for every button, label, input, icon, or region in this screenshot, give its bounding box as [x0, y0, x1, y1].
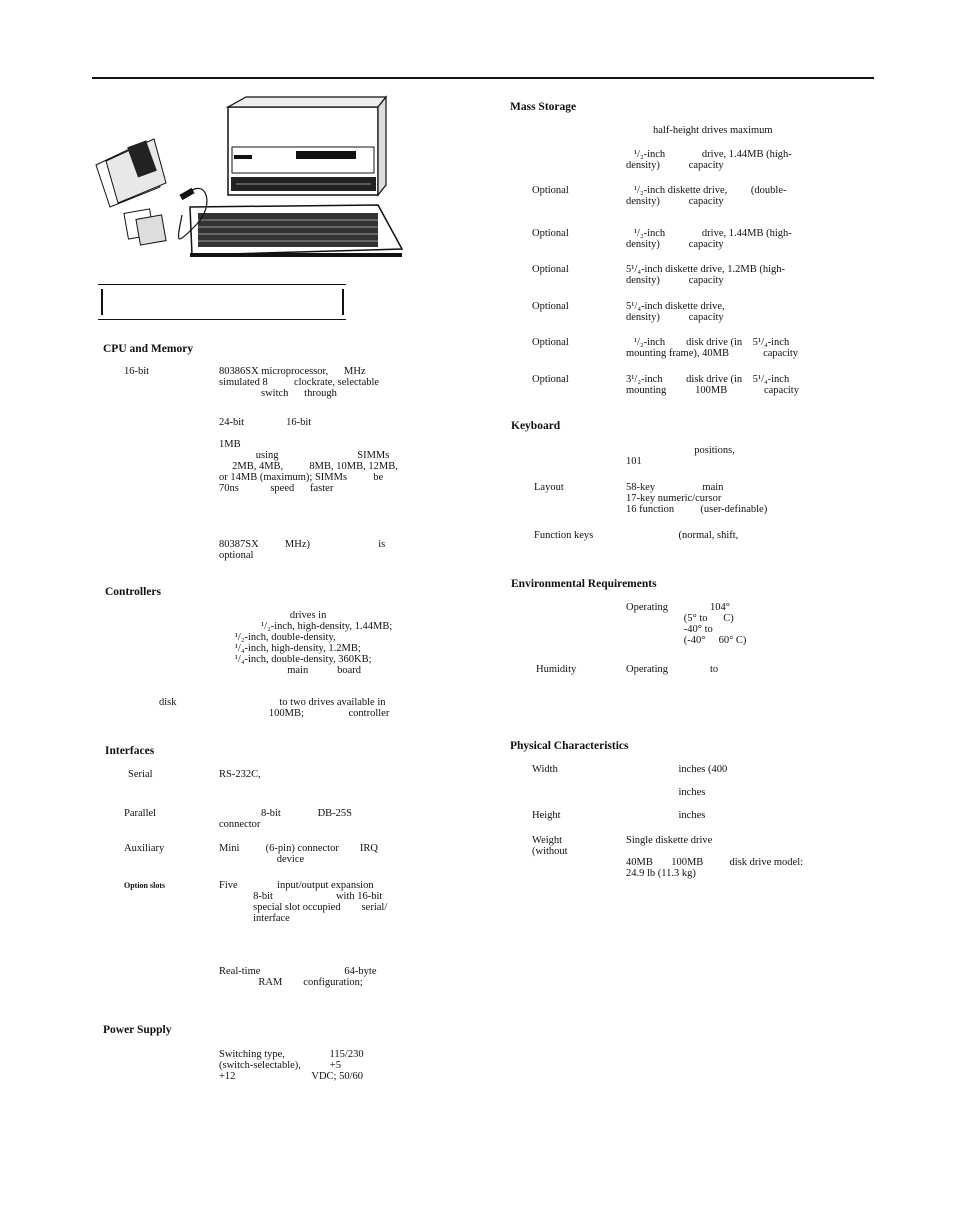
mass-row-3: ¹/₂-inch drive, 1.44MB (high- density) capacity: [626, 228, 792, 250]
mass-row-4: 5¹/₄-inch diskette drive, 1.2MB (high- density) capacity: [626, 264, 786, 286]
cpu-bus: 24-bit 16-bit: [219, 417, 312, 428]
cpu-heading: CPU and Memory: [103, 343, 194, 355]
mass-label-4: Optional: [532, 264, 569, 275]
interfaces-slots-label: Option slots: [124, 881, 166, 890]
physical-width-label: Width: [532, 764, 558, 775]
power-value: Switching type, 115/230 (switch-selectable), +5 +12 VDC; 50/60: [219, 1049, 364, 1082]
cpu-label-bits: 16-bit: [124, 366, 150, 377]
interfaces-auxiliary: Mini (6-pin) connector IRQ device: [219, 843, 378, 865]
mass-row-6: ¹/₂-inch disk drive (in 5¹/₄-inch mounting frame), 40MB capacity: [626, 337, 799, 359]
controllers-diskette: drives in ¹/₂-inch, high-density, 1.44MB; ¹/₂-inch, double-density, ¹/₄-inch, high-density, 1.2MB; ¹/₄-inch, double-density, 360KB; main board: [234, 610, 393, 676]
keyboard-layout-label: Layout: [534, 482, 564, 493]
top-rule: [92, 77, 874, 79]
keyboard-keys: positions, 101: [626, 445, 735, 467]
mass-row-2: ¹/₂-inch diskette drive, (double- density) capacity: [626, 185, 787, 207]
mass-label-5: Optional: [532, 301, 569, 312]
physical-height-label: Height: [532, 810, 561, 821]
mass-label-2: Optional: [532, 185, 569, 196]
mass-row-1: ¹/₂-inch drive, 1.44MB (high- density) capacity: [626, 149, 792, 171]
physical-height: inches: [626, 810, 706, 821]
interfaces-serial: RS-232C,: [219, 769, 261, 780]
cpu-processor: 80386SX microprocessor, MHz simulated 8 clockrate, selectable switch through: [219, 366, 380, 399]
power-heading: Power Supply: [103, 1024, 172, 1036]
interfaces-heading: Interfaces: [105, 745, 155, 757]
keyboard-fn: (normal, shift,: [626, 530, 739, 541]
interfaces-parallel: 8-bit DB-25S connector: [219, 808, 353, 830]
cpu-memory: 1MB using SIMMs 2MB, 4MB, 8MB, 10MB, 12MB, or 14MB (maximum); SIMMs be 70ns speed faster: [219, 439, 398, 494]
mass-heading: Mass Storage: [510, 101, 577, 113]
keyboard-heading: Keyboard: [511, 420, 561, 432]
physical-weight-label: Weight (without: [532, 835, 568, 857]
mass-intro: half-height drives maximum: [653, 125, 773, 136]
mass-label-7: Optional: [532, 374, 569, 385]
environment-humidity-label: Humidity: [536, 664, 577, 675]
interfaces-parallel-label: Parallel: [124, 808, 157, 819]
cpu-coprocessor: 80387SX MHz) is optional: [219, 539, 386, 561]
environment-temp: Operating 104° (5° to C) -40° to (-40° 60° C): [626, 602, 747, 646]
environment-humidity: Operating to: [626, 664, 719, 675]
controllers-disk: to two drives available in 100MB; controller: [268, 697, 390, 719]
mass-row-5: 5¹/₄-inch diskette drive, density) capacity: [626, 301, 725, 323]
mass-label-3: Optional: [532, 228, 569, 239]
interfaces-auxiliary-label: Auxiliary: [124, 843, 165, 854]
physical-weight: Single diskette drive 40MB 100MB disk drive model: 24.9 lb (11.3 kg): [626, 835, 804, 879]
physical-heading: Physical Characteristics: [510, 740, 629, 752]
controllers-heading: Controllers: [105, 586, 162, 598]
keyboard-fn-label: Function keys: [534, 530, 594, 541]
keyboard-layout: 58-key main 17-key numeric/cursor 16 function (user-definable): [626, 482, 768, 515]
physical-depth: inches: [626, 787, 706, 798]
interfaces-serial-label: Serial: [128, 769, 153, 780]
computer-illustration: [86, 95, 412, 261]
mass-row-7: 3¹/₂-inch disk drive (in 5¹/₄-inch mounting 100MB capacity: [626, 374, 799, 396]
interfaces-clock: Real-time 64-byte RAM configuration;: [219, 966, 377, 988]
mass-label-6: Optional: [532, 337, 569, 348]
interfaces-slots: Five input/output expansion 8-bit with 16-bit special slot occupied serial/ interface: [219, 880, 388, 924]
controllers-disk-label: disk: [159, 697, 177, 708]
title-box: [98, 284, 346, 320]
physical-width: inches (400: [626, 764, 728, 775]
environment-heading: Environmental Requirements: [511, 578, 657, 590]
